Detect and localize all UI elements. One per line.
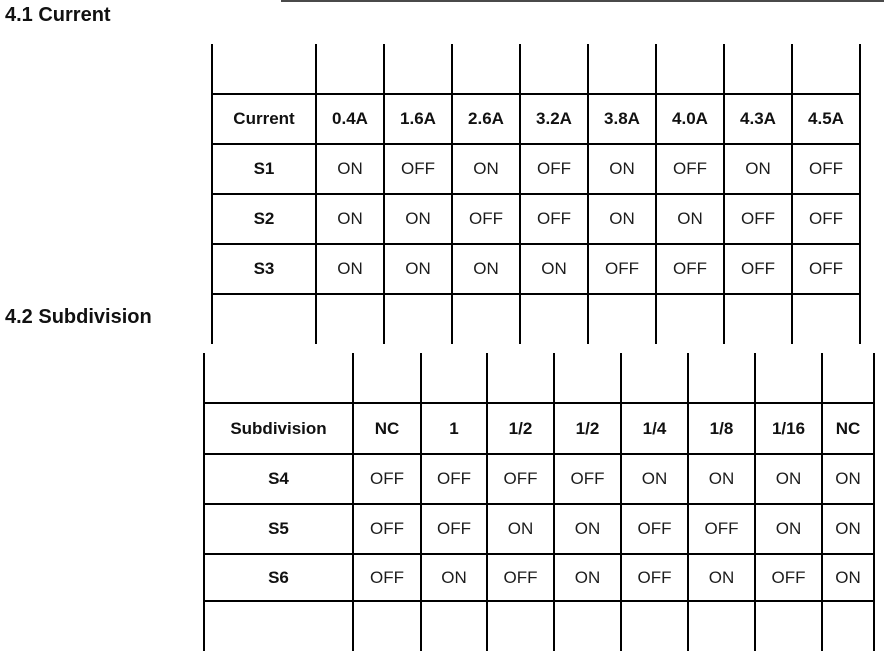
header-cell: 3.2A <box>520 94 588 144</box>
switch-state-cell: OFF <box>688 504 755 554</box>
header-cell: 1/16 <box>755 403 822 454</box>
rule-stub-cell <box>688 601 755 651</box>
switch-state-cell: OFF <box>520 144 588 194</box>
rule-stub-cell <box>353 353 421 403</box>
table-row <box>212 194 860 244</box>
rule-stub-cell <box>487 601 554 651</box>
header-cell: 1/2 <box>554 403 621 454</box>
rule-stub-cell <box>520 294 588 344</box>
rule-stub-cell <box>688 353 755 403</box>
switch-state-cell: ON <box>316 144 384 194</box>
switch-state-cell: ON <box>588 194 656 244</box>
switch-state-cell: ON <box>316 194 384 244</box>
table-row <box>212 244 860 294</box>
switch-state-cell: OFF <box>520 194 588 244</box>
rule-stub-cell <box>656 44 724 94</box>
switch-state-cell: ON <box>755 504 822 554</box>
switch-state-cell: ON <box>487 504 554 554</box>
switch-state-cell: OFF <box>554 454 621 504</box>
switch-state-cell: ON <box>554 554 621 601</box>
header-cell: 4.5A <box>792 94 860 144</box>
switch-state-cell: OFF <box>656 244 724 294</box>
switch-state-cell: ON <box>384 244 452 294</box>
switch-state-cell: ON <box>656 194 724 244</box>
rule-stub-cell <box>353 601 421 651</box>
switch-state-cell: OFF <box>792 194 860 244</box>
rule-stub-cell <box>755 353 822 403</box>
rule-stub-cell <box>656 294 724 344</box>
switch-state-cell: OFF <box>621 504 688 554</box>
rule-stub-cell <box>588 44 656 94</box>
rule-stub-cell <box>384 294 452 344</box>
rule-stub-cell <box>204 353 353 403</box>
header-cell: 2.6A <box>452 94 520 144</box>
rule-stub-cell <box>724 294 792 344</box>
switch-state-cell: OFF <box>792 144 860 194</box>
switch-state-cell: ON <box>588 144 656 194</box>
switch-state-cell: ON <box>554 504 621 554</box>
switch-state-cell: OFF <box>353 504 421 554</box>
row-label: S6 <box>204 554 353 601</box>
rule-stub-cell <box>316 294 384 344</box>
switch-state-cell: OFF <box>421 454 487 504</box>
switch-state-cell: OFF <box>792 244 860 294</box>
switch-state-cell: OFF <box>421 504 487 554</box>
rule-stub-row <box>204 353 874 403</box>
table-row <box>204 504 874 554</box>
header-cell: NC <box>822 403 874 454</box>
rule-stub-cell <box>822 353 874 403</box>
rule-stub-cell <box>554 353 621 403</box>
rule-stub-row <box>212 294 860 344</box>
rule-stub-cell <box>384 44 452 94</box>
rule-stub-cell <box>792 294 860 344</box>
subdivision-table <box>203 353 875 651</box>
rule-stub-cell <box>421 353 487 403</box>
header-cell: 4.3A <box>724 94 792 144</box>
switch-state-cell: ON <box>688 454 755 504</box>
header-row <box>204 403 874 454</box>
header-cell: 1/2 <box>487 403 554 454</box>
rule-stub-cell <box>212 44 316 94</box>
table-row <box>212 144 860 194</box>
switch-state-cell: OFF <box>755 554 822 601</box>
switch-state-cell: OFF <box>487 554 554 601</box>
switch-state-cell: ON <box>621 454 688 504</box>
table-row <box>204 454 874 504</box>
switch-state-cell: OFF <box>588 244 656 294</box>
rule-stub-cell <box>520 44 588 94</box>
section-heading-current: 4.1 Current <box>5 4 111 26</box>
rule-stub-cell <box>487 353 554 403</box>
switch-state-cell: OFF <box>656 144 724 194</box>
rule-stub-cell <box>621 353 688 403</box>
rule-stub-cell <box>792 44 860 94</box>
rule-stub-cell <box>452 44 520 94</box>
rule-stub-cell <box>204 601 353 651</box>
rule-stub-cell <box>554 601 621 651</box>
switch-state-cell: ON <box>452 244 520 294</box>
table-row <box>204 554 874 601</box>
switch-state-cell: ON <box>421 554 487 601</box>
header-row <box>212 94 860 144</box>
header-cell: 1/8 <box>688 403 755 454</box>
header-cell: 1/4 <box>621 403 688 454</box>
switch-state-cell: OFF <box>353 554 421 601</box>
switch-state-cell: OFF <box>384 144 452 194</box>
rule-stub-cell <box>316 44 384 94</box>
clipped-table-edge <box>281 0 884 2</box>
header-cell: 0.4A <box>316 94 384 144</box>
rule-stub-cell <box>755 601 822 651</box>
switch-state-cell: ON <box>822 554 874 601</box>
header-cell: 1 <box>421 403 487 454</box>
rule-stub-cell <box>212 294 316 344</box>
row-label: S1 <box>212 144 316 194</box>
switch-state-cell: ON <box>822 504 874 554</box>
rule-stub-cell <box>588 294 656 344</box>
header-cell: 3.8A <box>588 94 656 144</box>
rule-stub-cell <box>452 294 520 344</box>
switch-state-cell: ON <box>452 144 520 194</box>
row-label: S2 <box>212 194 316 244</box>
switch-state-cell: ON <box>822 454 874 504</box>
header-cell: Subdivision <box>204 403 353 454</box>
switch-state-cell: OFF <box>724 244 792 294</box>
switch-state-cell: ON <box>688 554 755 601</box>
switch-state-cell: ON <box>724 144 792 194</box>
switch-state-cell: OFF <box>452 194 520 244</box>
row-label: S3 <box>212 244 316 294</box>
header-cell: 4.0A <box>656 94 724 144</box>
current-table <box>211 44 861 344</box>
switch-state-cell: OFF <box>353 454 421 504</box>
header-cell: 1.6A <box>384 94 452 144</box>
switch-state-cell: ON <box>316 244 384 294</box>
rule-stub-cell <box>822 601 874 651</box>
rule-stub-cell <box>621 601 688 651</box>
section-heading-subdivision: 4.2 Subdivision <box>5 306 152 328</box>
rule-stub-row <box>204 601 874 651</box>
header-cell: NC <box>353 403 421 454</box>
header-cell: Current <box>212 94 316 144</box>
switch-state-cell: OFF <box>487 454 554 504</box>
rule-stub-row <box>212 44 860 94</box>
switch-state-cell: ON <box>755 454 822 504</box>
row-label: S4 <box>204 454 353 504</box>
switch-state-cell: OFF <box>621 554 688 601</box>
switch-state-cell: ON <box>384 194 452 244</box>
rule-stub-cell <box>421 601 487 651</box>
rule-stub-cell <box>724 44 792 94</box>
switch-state-cell: OFF <box>724 194 792 244</box>
switch-state-cell: ON <box>520 244 588 294</box>
row-label: S5 <box>204 504 353 554</box>
